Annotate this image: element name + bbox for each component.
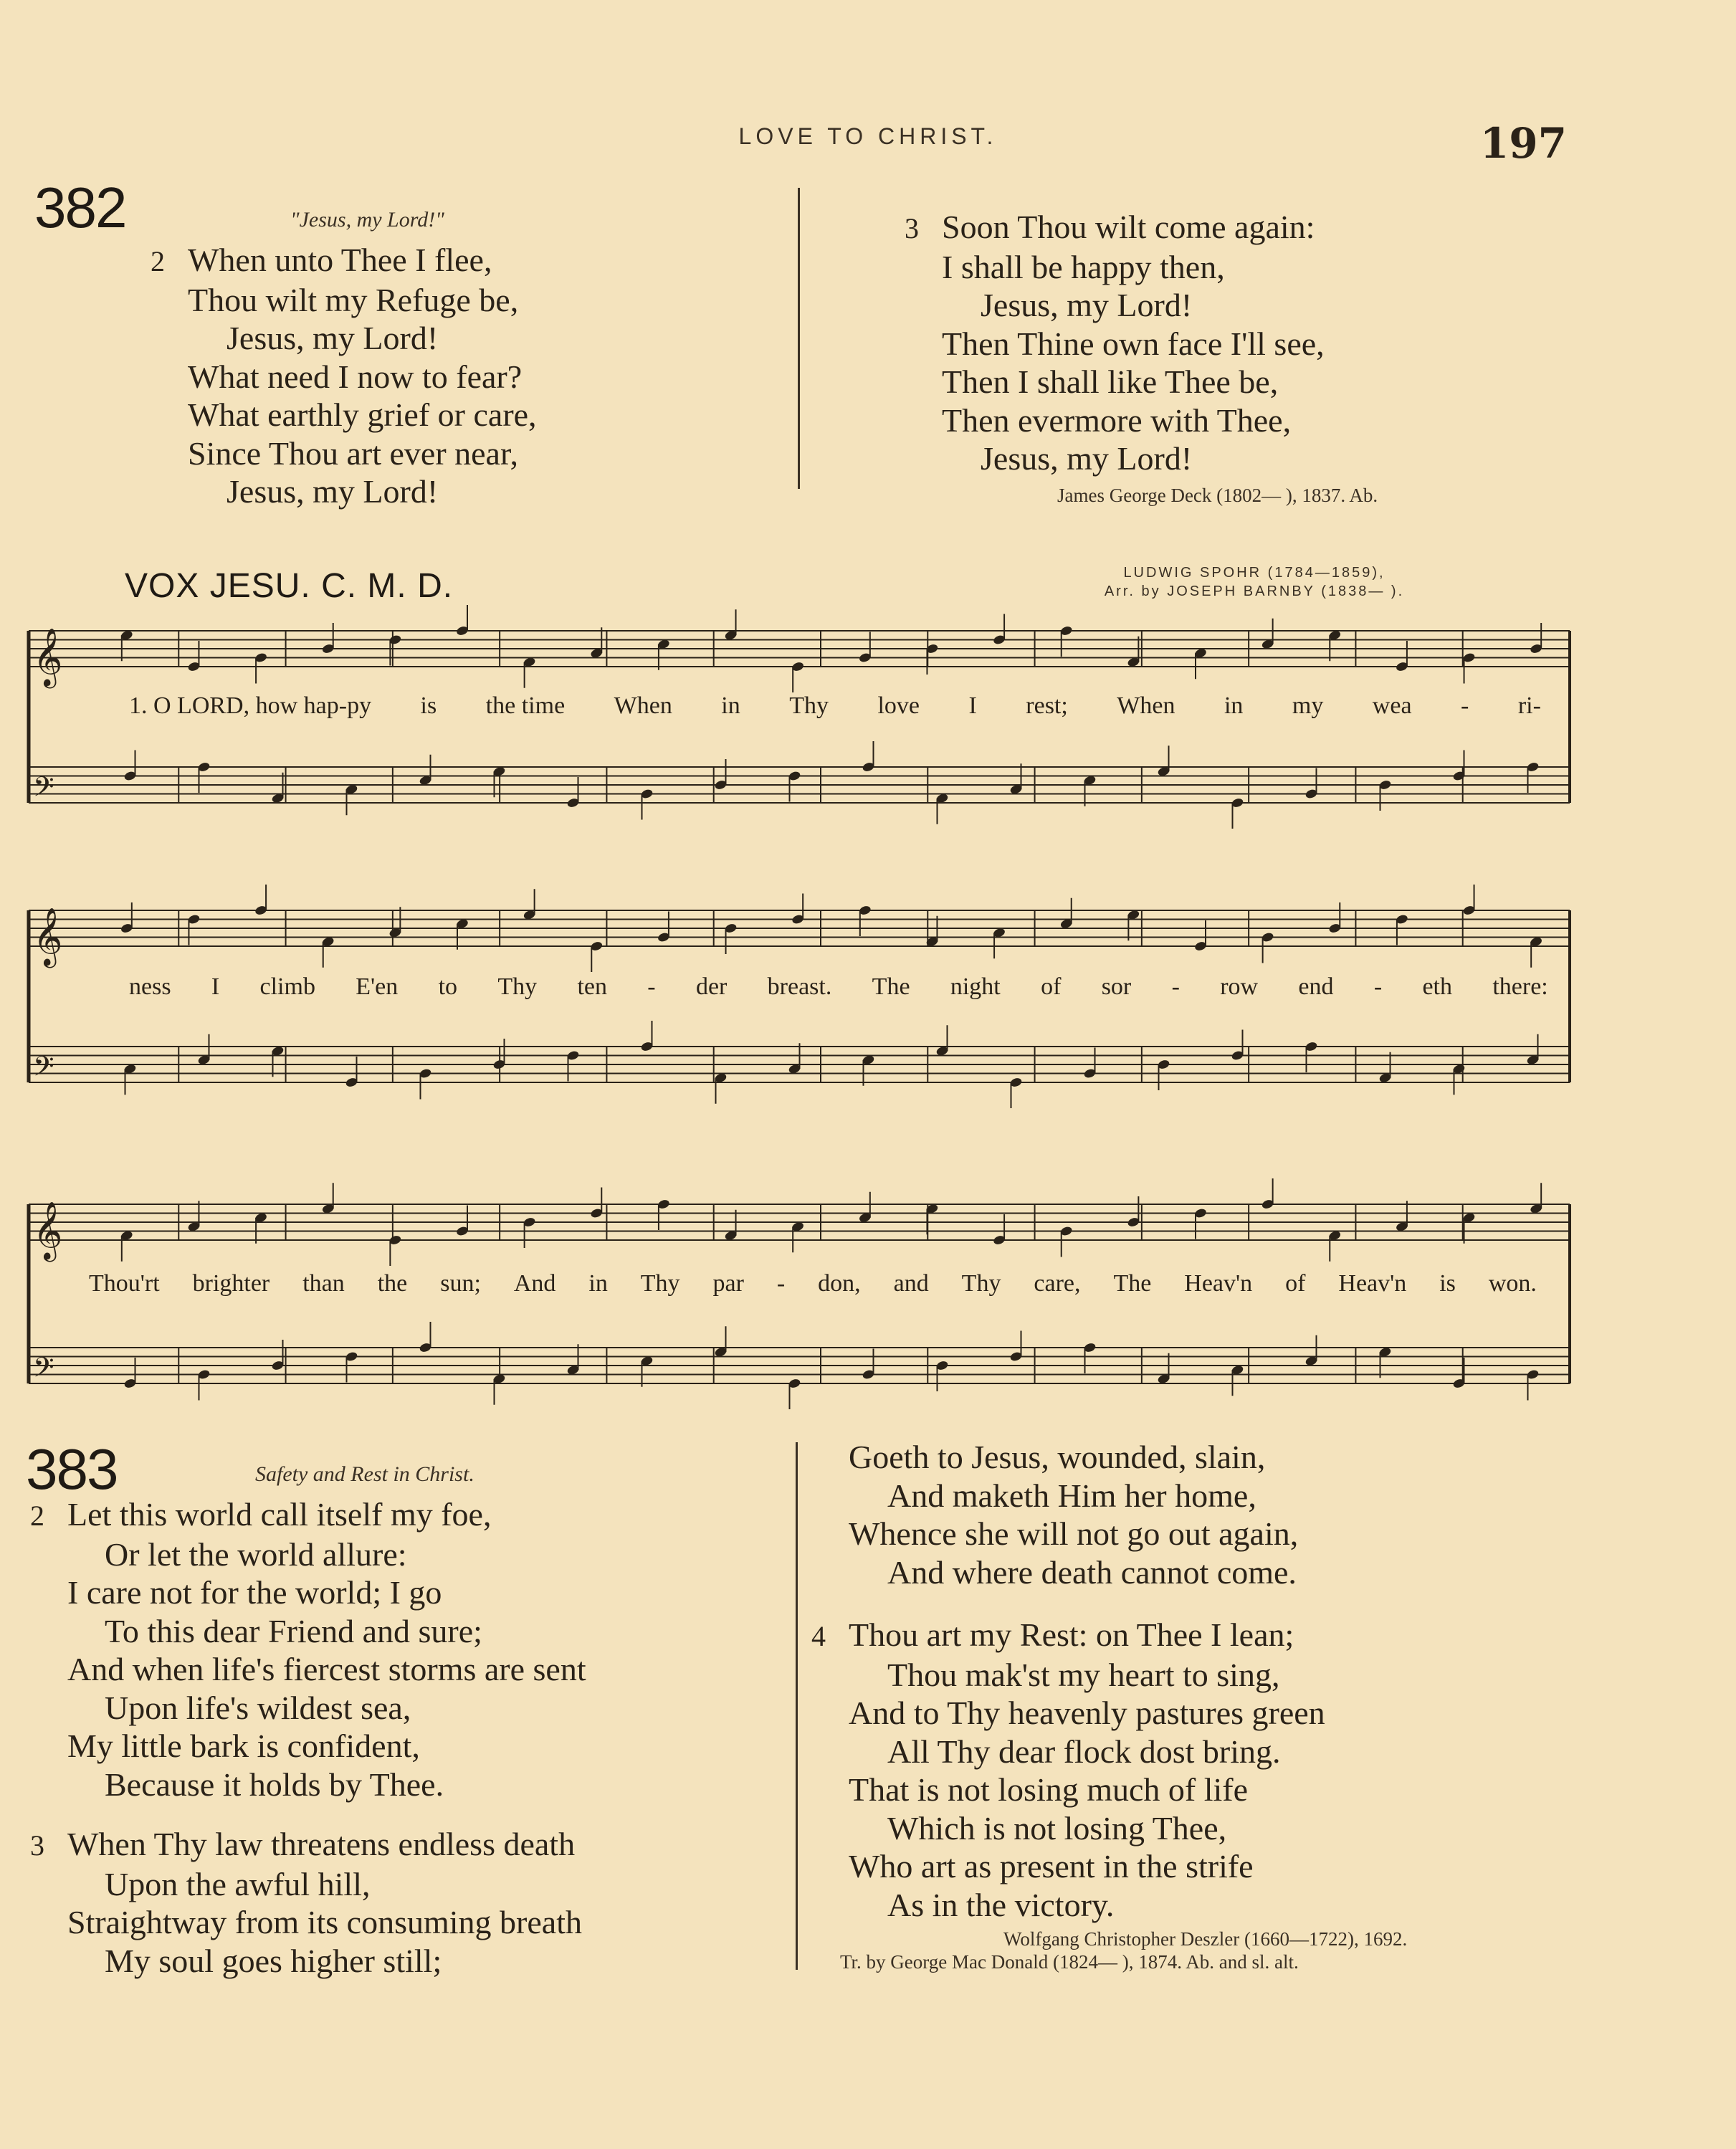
lyric-syllable: -: [1373, 973, 1383, 1000]
verse-line: My soul goes higher still;: [105, 1942, 442, 1979]
verse-line: And to Thy heavenly pastures green: [849, 1695, 1325, 1731]
page-number: 197: [1479, 119, 1567, 168]
hymn-383-credit-line-1: Wolfgang Christopher Deszler (1660—1722), 1692.: [1003, 1928, 1408, 1950]
stanza-number: 3: [905, 212, 919, 244]
verse-line: What need I now to fear?: [188, 358, 523, 395]
hymn-383-subtitle: Safety and Rest in Christ.: [255, 1462, 474, 1486]
lyric-syllable: I: [968, 692, 977, 719]
treble-clef-icon: 𝄞: [33, 1201, 63, 1259]
verse-line: I shall be happy then,: [942, 248, 1225, 285]
verse-line: Who art as present in the strife: [849, 1848, 1254, 1884]
hymn-382-credit: James George Deck (1802— ), 1837. Ab.: [1057, 485, 1378, 506]
lyric-syllable: to: [438, 973, 458, 1000]
lyric-syllable: breast.: [767, 973, 832, 1000]
lyric-syllable: is: [420, 692, 437, 719]
column-divider: [796, 1442, 798, 1970]
verse-line: Goeth to Jesus, wounded, slain,: [849, 1439, 1266, 1475]
hymn-number-383: 383: [26, 1437, 118, 1501]
lyric-syllable: Heav'n: [1184, 1270, 1253, 1297]
lyrics-system-3: [89, 1270, 1537, 1297]
lyric-syllable: brighter: [192, 1270, 270, 1297]
hymn-383-stanza-4: [811, 1616, 1325, 1924]
lyric-syllable: climb: [259, 973, 315, 1000]
verse-line: Whence she will not go out again,: [849, 1515, 1299, 1552]
lyric-syllable: der: [695, 973, 728, 1000]
verse-line: Then evermore with Thee,: [942, 401, 1292, 439]
stanza-number: 3: [30, 1829, 44, 1862]
verse-line: Which is not losing Thee,: [887, 1809, 1227, 1847]
composer-line: Arr. by JOSEPH BARNBY (1838— ).: [1104, 583, 1405, 599]
verse-line: Jesus, my Lord!: [981, 440, 1193, 477]
lyrics-system-2: [129, 973, 1548, 1001]
verse-line: Jesus, my Lord!: [226, 320, 439, 356]
verse-line: 3 Soon Thou wilt come again:: [905, 208, 1325, 248]
lyric-syllable: The: [1113, 1270, 1152, 1297]
stanza-number: 2: [30, 1500, 44, 1532]
verse-line: Because it holds by Thee.: [105, 1766, 444, 1803]
lyric-syllable: night: [950, 973, 1001, 1000]
verse-line: All Thy dear flock dost bring.: [887, 1733, 1281, 1770]
hymn-383-stanza-3: [30, 1825, 582, 1980]
lyric-syllable: love: [877, 692, 920, 719]
verse-line: I care not for the world; I go: [67, 1574, 442, 1611]
hymn-382-subtitle: "Jesus, my Lord!": [290, 208, 444, 232]
verse-line: And where death cannot come.: [887, 1553, 1297, 1591]
verse-line: As in the victory.: [887, 1886, 1115, 1923]
stanza-number: 2: [151, 245, 165, 277]
verse-line: That is not losing much of life: [849, 1771, 1249, 1808]
lyric-syllable: When: [614, 692, 672, 719]
lyric-syllable: there:: [1492, 973, 1548, 1000]
lyric-syllable: -: [1171, 973, 1180, 1000]
verse-line: What earthly grief or care,: [188, 396, 537, 433]
verse-line: 4 Thou art my Rest: on Thee I lean;: [811, 1616, 1325, 1656]
lyric-syllable: is: [1439, 1270, 1456, 1297]
lyric-syllable: ten: [577, 973, 607, 1000]
lyric-syllable: rest;: [1026, 692, 1068, 719]
lyric-syllable: When: [1117, 692, 1175, 719]
lyric-syllable: and: [893, 1270, 929, 1297]
treble-clef-icon: 𝄞: [33, 907, 63, 966]
lyric-syllable: than: [302, 1270, 345, 1297]
lyric-syllable: wea: [1372, 692, 1412, 719]
lyric-syllable: Heav'n: [1338, 1270, 1407, 1297]
lyric-syllable: of: [1041, 973, 1062, 1000]
composer-line: LUDWIG SPOHR (1784—1859),: [1123, 565, 1386, 581]
lyric-syllable: -: [647, 973, 656, 1000]
lyric-syllable: my: [1292, 692, 1324, 719]
lyric-syllable: The: [872, 973, 910, 1000]
lyric-syllable: sor: [1101, 973, 1132, 1000]
lyric-syllable: ness: [129, 973, 171, 1000]
lyric-syllable: I: [211, 973, 220, 1000]
lyric-syllable: in: [1224, 692, 1244, 719]
lyric-syllable: -: [776, 1270, 786, 1297]
lyric-syllable: Thy: [640, 1270, 680, 1297]
hymn-383-stanza-2: [30, 1495, 586, 1803]
lyric-syllable: don,: [818, 1270, 861, 1297]
lyric-syllable: Thy: [961, 1270, 1001, 1297]
bass-clef-icon: 𝄢: [33, 771, 54, 809]
tune-name: VOX JESU. C. M. D.: [125, 567, 454, 605]
lyric-syllable: the time: [485, 692, 566, 719]
lyric-syllable: eth: [1422, 973, 1453, 1000]
verse-line: Thou wilt my Refuge be,: [188, 281, 519, 318]
bass-clef-icon: 𝄢: [33, 1351, 54, 1390]
verse-line: To this dear Friend and sure;: [105, 1612, 482, 1649]
verse-line: 2 When unto Thee I flee,: [151, 241, 537, 281]
verse-line: My little bark is confident,: [67, 1728, 420, 1764]
verse-line: And maketh Him her home,: [887, 1477, 1256, 1514]
verse-line: 2 Let this world call itself my foe,: [30, 1495, 586, 1535]
lyric-syllable: the: [377, 1270, 408, 1297]
lyric-syllable: par: [712, 1270, 744, 1297]
lyric-syllable: Thy: [497, 973, 538, 1000]
lyric-syllable: row: [1220, 973, 1259, 1000]
lyric-syllable: Thy: [789, 692, 829, 719]
verse-line: Straightway from its consuming breath: [67, 1904, 582, 1940]
verse-line: Thou mak'st my heart to sing,: [887, 1656, 1280, 1693]
lyrics-system-1: [129, 692, 1541, 720]
lyric-syllable: care,: [1034, 1270, 1081, 1297]
verse-line: Upon the awful hill,: [105, 1865, 371, 1902]
verse-line: 3 When Thy law threatens endless death: [30, 1825, 582, 1865]
verse-line: Then I shall like Thee be,: [942, 363, 1279, 400]
running-title: LOVE TO CHRIST.: [738, 123, 998, 149]
hymn-number-382: 382: [34, 176, 126, 239]
lyric-syllable: 1. O LORD, how hap-py: [129, 692, 372, 719]
verse-line: And when life's fiercest storms are sent: [67, 1651, 586, 1687]
lyric-syllable: E'en: [356, 973, 399, 1000]
lyric-syllable: in: [588, 1270, 608, 1297]
bass-clef-icon: 𝄢: [33, 1050, 54, 1089]
lyric-syllable: Thou'rt: [89, 1270, 160, 1297]
verse-line: Then Thine own face I'll see,: [942, 325, 1325, 362]
hymn-383-stanza-3-continued: [811, 1438, 1298, 1591]
verse-line: Upon life's wildest sea,: [105, 1689, 411, 1726]
hymn-383-credit-line-2: Tr. by George Mac Donald (1824— ), 1874. Ab. and sl. alt.: [840, 1951, 1299, 1973]
verse-line: Or let the world allure:: [105, 1535, 407, 1573]
lyric-syllable: in: [721, 692, 740, 719]
lyric-syllable: ri-: [1517, 692, 1541, 719]
lyric-syllable: sun;: [440, 1270, 481, 1297]
lyric-syllable: end: [1298, 973, 1334, 1000]
verse-line: Jesus, my Lord!: [981, 287, 1193, 323]
lyric-syllable: And: [513, 1270, 556, 1297]
verse-line: Jesus, my Lord!: [226, 473, 439, 510]
stanza-number: 4: [811, 1620, 826, 1652]
lyric-syllable: won.: [1488, 1270, 1537, 1297]
verse-line: Since Thou art ever near,: [188, 434, 518, 472]
lyric-syllable: -: [1461, 692, 1469, 719]
treble-clef-icon: 𝄞: [33, 627, 63, 686]
lyric-syllable: of: [1285, 1270, 1306, 1297]
